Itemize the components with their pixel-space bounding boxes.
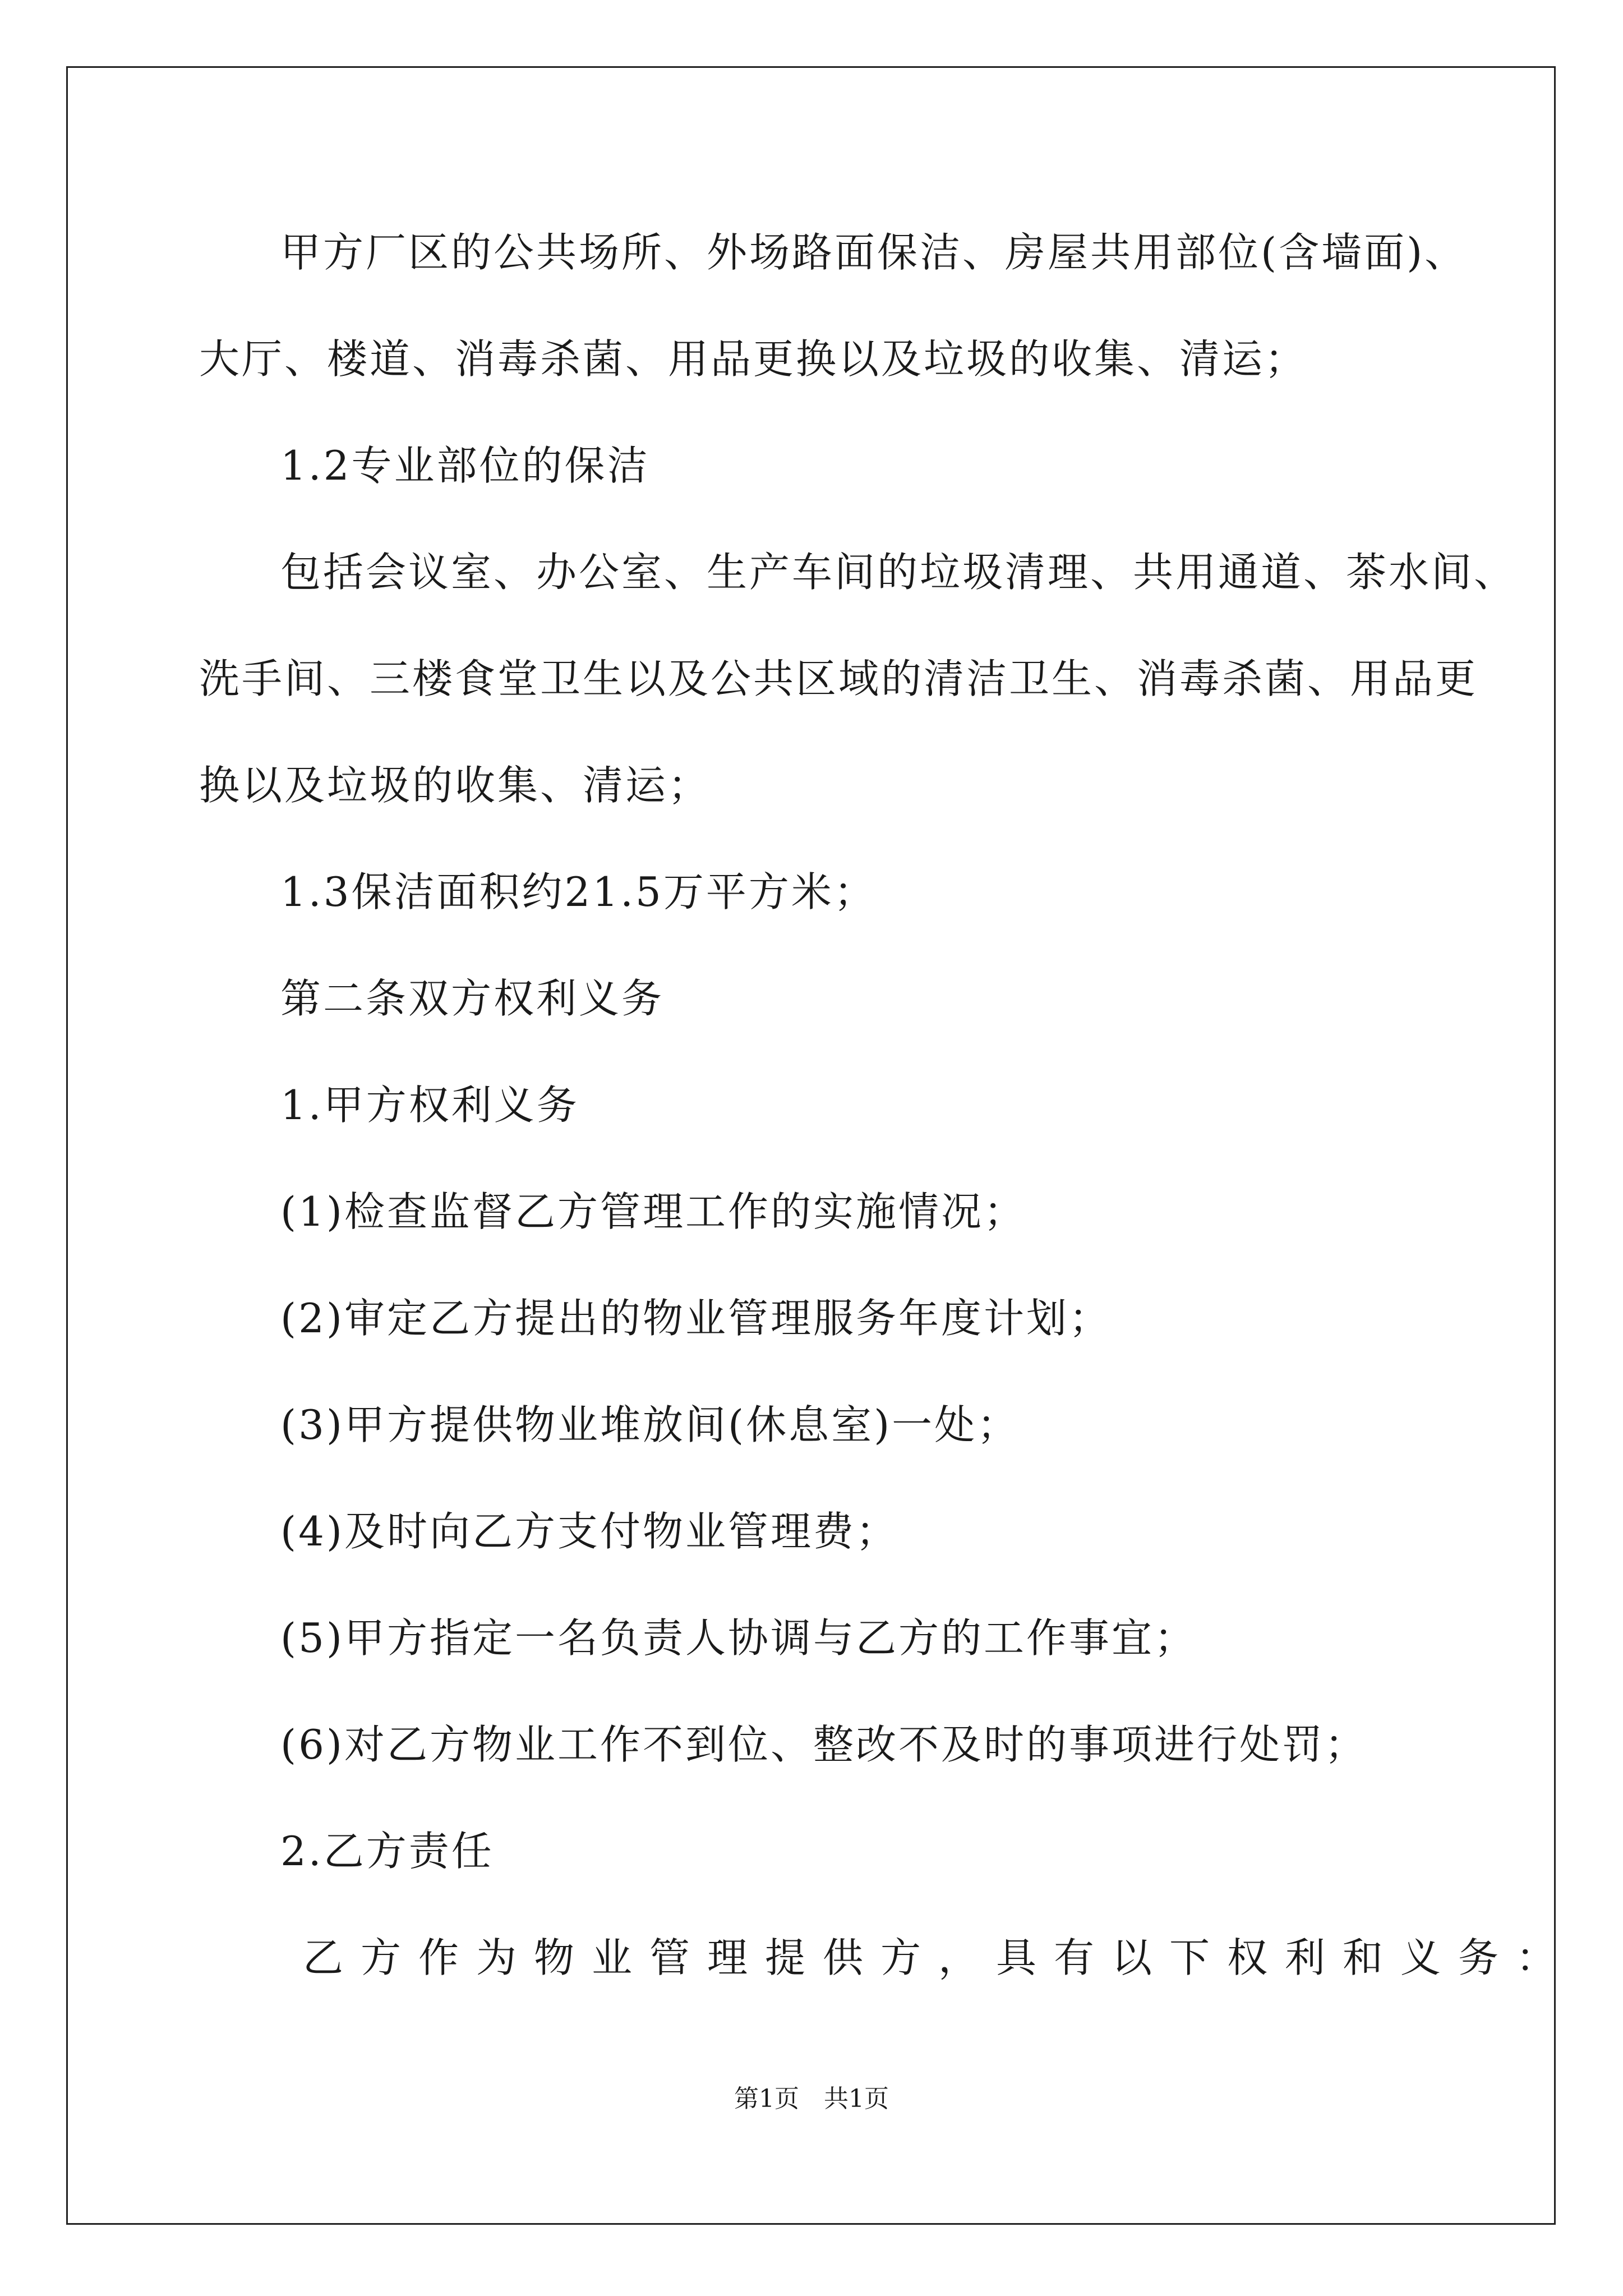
list-item: (4)及时向乙方支付物业管理费； — [280, 1508, 898, 1555]
paragraph-line: 洗手间、三楼食堂卫生以及公共区域的清洁卫生、消毒杀菌、用品更 — [199, 655, 1478, 702]
list-item: (6)对乙方物业工作不到位、整改不及时的事项进行处罚； — [280, 1721, 1367, 1768]
paragraph-line: 大厅、楼道、消毒杀菌、用品更换以及垃圾的收集、清运； — [199, 335, 1308, 383]
paragraph-line: 乙方作为物业管理提供方，具有以下权利和义务： — [303, 1934, 1574, 1981]
paragraph-line: 换以及垃圾的收集、清运； — [199, 762, 711, 809]
section-heading: 2.乙方责任 — [280, 1828, 494, 1875]
paragraph-line: 包括会议室、办公室、生产车间的垃圾清理、共用通道、茶水间、 — [280, 549, 1517, 596]
list-item: (3)甲方提供物业堆放间(休息室)一处； — [280, 1401, 1020, 1448]
page-border — [66, 66, 1556, 2225]
paragraph-line: 甲方厂区的公共场所、外场路面保洁、房屋共用部位(含墙面)、 — [280, 229, 1468, 276]
section-heading: 1.2专业部位的保洁 — [280, 442, 650, 489]
list-item: (1)检查监督乙方管理工作的实施情况； — [280, 1188, 1026, 1235]
paragraph-line: 1.3保洁面积约21.5万平方米； — [280, 868, 877, 915]
list-item: (5)甲方指定一名负责人协调与乙方的工作事宜； — [280, 1614, 1197, 1662]
page-footer: 第1页 共1页 — [734, 2085, 889, 2113]
list-item: (2)审定乙方提出的物业管理服务年度计划； — [280, 1295, 1112, 1342]
section-heading: 1.甲方权利义务 — [280, 1082, 579, 1129]
article-heading: 第二条双方权利义务 — [280, 975, 665, 1022]
